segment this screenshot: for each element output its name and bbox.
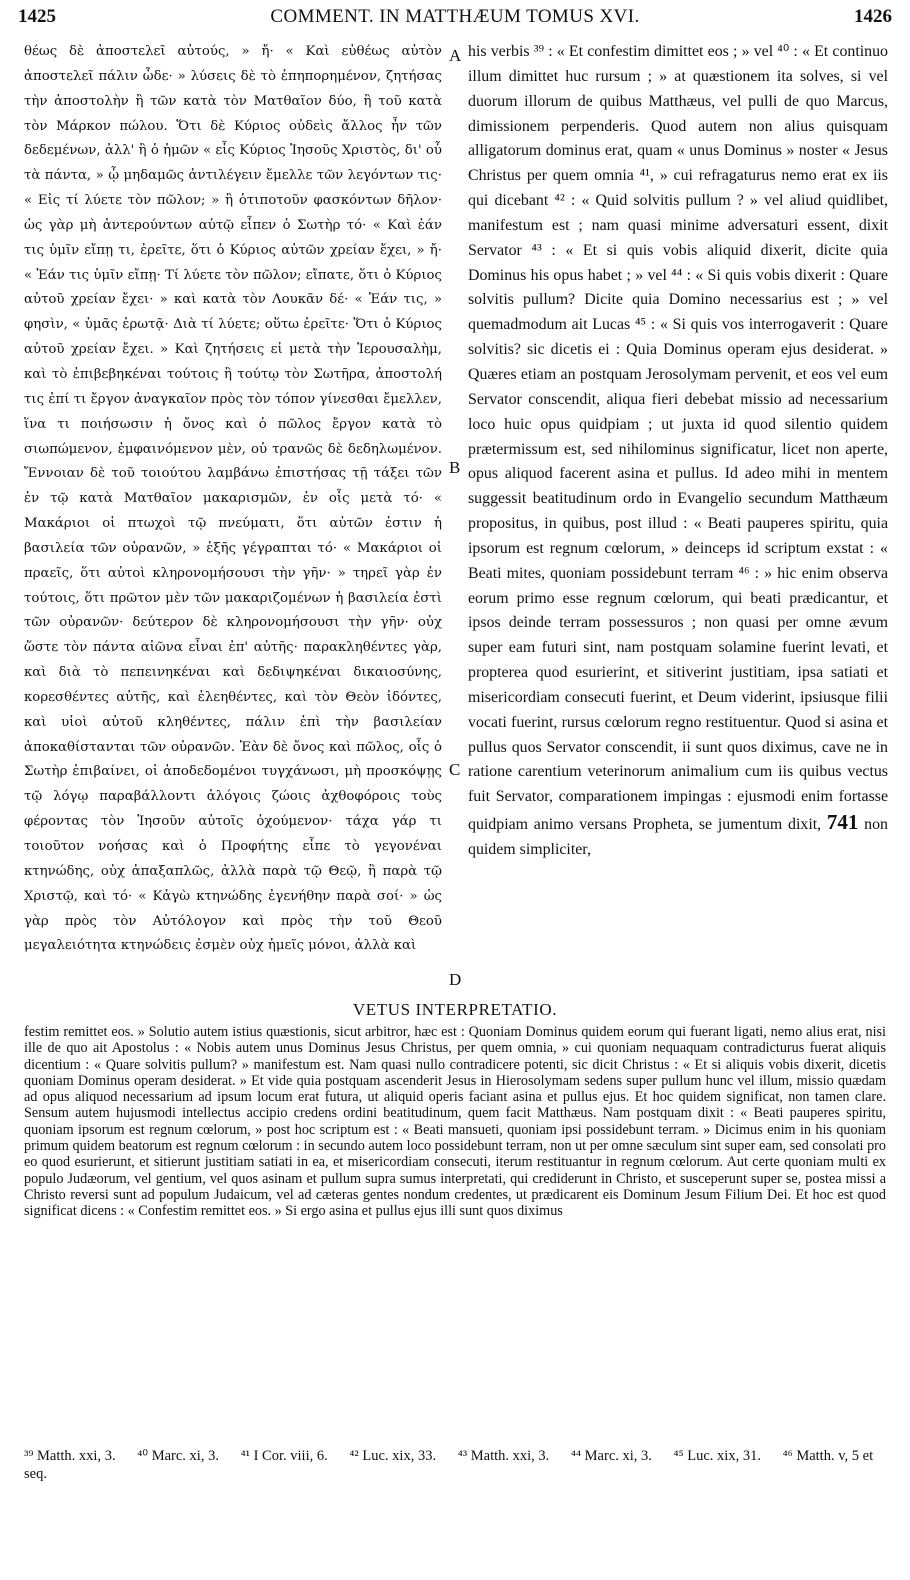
vetus-interpretatio-text bbox=[24, 1024, 886, 1220]
latin-text-main: his verbis ³⁹ : « Et confestim dimittet eos ; » vel ⁴⁰ : « Et continuo illum dimittet huc rursum ; » at quæstionem ita solves, si vel duorum illorum de quibus Matthæus, vel pulli de quo Marcus, dimissionem perpenderis. Quod autem non alius quisquam alligatorum dominus erat, quam « unus Dominus » noster « Jesus Christus per quem omnia ⁴¹, » cui refragaturus nemo erat ex iis qui dicebant ⁴² : « Quid solvitis pullum ? » vel aliud quidlibet, manifestum est ; nam quasi minime adversaturi essent, dixit Servator ⁴³ : « Et si quis vobis aliquid dixerit, dicite quia Dominus his opus habet ; » vel ⁴⁴ : « Si quis vobis dixerit : Quare solvitis pullum? Dicite quia Domino necessarius est ; » vel quemadmodum ait Lucas ⁴⁵ : « Si quis vos interrogaverit : Quare solvitis? sic dicetis ei : Quia Dominus operam ejus desiderat. » Quæres etiam an postquam Jerosolymam pervenit, et eos vel eum Servator conscendit, aliqua fieri debebat missio ad necessarium loco huic opus quidpiam ; ut juxta id quod silentio quidem prætermissum est, sed nihilominus significatur, licet non aperte, opus aliquod facerent asina et pullus. Id adeo mihi in mentem suggessit beatitudinum ordo in Evangelio secundum Matthæum propositus, in quibus, post illud : « Beati pauperes spiritu, quia ipsorum est regnum cœlorum, » deinceps id scriptum exstat : « Beati mites, quoniam possidebunt terram ⁴⁶ : » hic enim observa eorum primo esse regnum cœlorum, qui beati prædicantur, et ipsos deinde terram possessuros ; non quasi per omne ævum super eam futuri sint, nam postquam solamine fuerint levati, et propterea quod esurierint, et sitiverint justitiam, ipsa satiati et misericordiam consecuti fuerint, et Deum viderint, ipsiusque filii vocati fuerint, rursus cœlorum regno restituentur. Quod si asina et pullus quos Servator conscendit, ii sunt quos diximus, cave ne in ratione carentium veterinorum animalium cum iis quibus vectus fuit Servator, comparationem impingas : ejusmodi enim fortasse quidpiam animo versans Propheta, se jumentum dixit, bbox=[468, 43, 888, 834]
latin-column bbox=[468, 40, 888, 863]
footnote: ⁴⁶ Matth. v, 5 et seq. bbox=[24, 1448, 874, 1482]
footnote: ⁴⁰ Marc. xi, 3. bbox=[137, 1448, 219, 1464]
margin-marker-c: C bbox=[449, 760, 461, 779]
footnotes bbox=[24, 1447, 886, 1483]
footnote: ³⁹ Matth. xxi, 3. bbox=[24, 1448, 116, 1464]
margin-marker-d: D bbox=[449, 970, 462, 989]
footnote: ⁴¹ I Cor. viii, 6. bbox=[240, 1448, 328, 1464]
column-number: 741 bbox=[826, 810, 859, 835]
greek-text: θέως δὲ ἀποστελεῖ αὐτούς, » ἤ· « Καὶ εὐθέως αὐτὸν ἀποστελεῖ πάλιν ὧδε· » λύσεις δὲ τὸ ἐπηπορημένον, ζητήσας τὴν ἀποστολὴν ἢ τῶν κατὰ τὸν Ματθαῖον δύο, ἢ τοῦ κατὰ τὸν Μάρκον πώλου. Ὅτι δὲ Κύριος οὐδεὶς ἄλλος ἦν τῶν δεδεμένων, ἀλλ' ἢ ὁ ἡμῶν « εἷς Κύριος Ἰησοῦς Χριστὸς, δι' οὗ τὰ πάντα, » ᾧ μηδαμῶς ἀντιλέγειν ἔμελλε τῶν λεγόντων τις· « Εἰς τί λύετε τὸν πῶλον; » ἢ ὁτιποτοῦν φασκόντων δῆλον· ὡς γὰρ μὴ ἀντερούντων αὐτῷ εἶπεν ὁ Σωτὴρ τό· « Καὶ ἐάν τις ὑμῖν εἴπῃ τι, ἐρεῖτε, ὅτι ὁ Κύριος αὐτῶν χρείαν ἔχει, » ἤ· « Ἐάν τις ὑμῖν εἴπῃ· Τί λύετε τὸν πῶλον; εἴπατε, ὅτι ὁ Κύριος αὐτοῦ χρείαν ἔχει· » καὶ κατὰ τὸν Λουκᾶν δέ· « Ἐάν τις, » φησὶν, « ὑμᾶς ἐρωτᾷ· Διὰ τί λύετε; οὕτω ἐρεῖτε· Ὅτι ὁ Κύριος αὐτοῦ χρείαν ἔχει. » Καὶ ζητήσεις εἰ μετὰ τὴν Ἱερουσαλὴμ, καὶ τὸ ἐπιβεβηκέναι τούτοις ἢ τούτῳ τὸν Σωτῆρα, ἀποστολή τις ἐπί τι ἔργον ἀναγκαῖον πρὸς τὸν τόπον γίνεσθαι ἔμελλεν, ἵνα τι ποιήσωσιν ἡ ὄνος καὶ ὁ πῶλος ἔργον κατὰ τὸ σιωπώμενον, ἐμφαινόμενον μὲν, οὐ τρανῶς δὲ δεδηλωμένον. Ἔννοιαν δὲ τοῦ τοιούτου λαμβάνω ἐπιστήσας τῇ τάξει τῶν ἐν τῷ κατὰ Ματθαῖον μακαρισμῶν, ἐν οἷς μετὰ τό· « Μακάριοι οἱ πτωχοὶ τῷ πνεύματι, ὅτι αὐτῶν ἐστιν ἡ βασιλεία τῶν οὐρανῶν, » ἑξῆς γέγραπται τό· « Μακάριοι οἱ πραεῖς, ὅτι αὐτοὶ κληρονομήσουσι τὴν γῆν· » τηρεῖ γὰρ ἐν τούτοις, ὅτι πρῶτον μὲν τῶν μακαριζομένων ἡ βασιλεία ἐστὶ τῶν οὐρανῶν· δεύτερον δὲ κληρονομήσουσι τὴν γῆν· οὐχ ὥστε τὸν πάντα αἰῶνα εἶναι ἐπ' αὐτῆς· παρακληθέντες γὰρ, καὶ διὰ τὸ πεπεινηκέναι καὶ δεδιψηκέναι δικαιοσύνης, κορεσθέντες αὐτῆς, καὶ ἐλεηθέντες, καὶ τὸν Θεὸν ἰδόντες, καὶ υἱοὶ αὐτοῦ κληθέντες, πάλιν ἐπὶ τὴν βασιλείαν ἀποκαθίστανται τῶν οὐρανῶν. Ἐὰν δὲ ὄνος καὶ πῶλος, οἷς ὁ Σωτὴρ ἐπιβαίνει, οἱ ἀποδεδομένοι τυγχάνωσι, μὴ προσκόψῃς τῷ λόγῳ παραβάλλοντι ἀλόγοις ζώοις ἀχθοφόροις τοὺς φέροντας τὸν Ἰησοῦν αὐτοῖς ὀχούμενον· τάχα γάρ τι τοιοῦτον νοήσας καὶ ὁ Προφήτης εἶπε τὸ γεγονέναι κτηνώδης, οὐχ ἁπαξαπλῶς, ἀλλὰ παρὰ τῷ Θεῷ, ἢ παρὰ τῷ Χριστῷ, καὶ τό· « Κἀγὼ κτηνώδης ἐγενήθην παρὰ σοί· » ὡς γὰρ πρὸς τὸν Αὐτόλογον καὶ πρὸς τὴν τοῦ Θεοῦ μεγαλειότητα κτηνώδεις ἐσμὲν οὐχ ἡμεῖς μόνοι, ἀλλὰ καὶ bbox=[24, 44, 442, 954]
footnote: ⁴² Luc. xix, 33. bbox=[349, 1448, 437, 1464]
latin-text bbox=[468, 40, 888, 863]
page-number-left: 1425 bbox=[18, 6, 56, 27]
vetus-interpretatio-heading: VETUS INTERPRETATIO. bbox=[352, 1000, 558, 1019]
latin-text-end: non quidem simpliciter, bbox=[468, 816, 888, 858]
greek-column bbox=[24, 40, 442, 959]
page-number-right: 1426 bbox=[854, 6, 892, 27]
footnote: ⁴⁵ Luc. xix, 31. bbox=[673, 1448, 761, 1464]
running-head bbox=[18, 6, 892, 32]
running-title: COMMENT. IN MATTHÆUM TOMUS XVI. bbox=[270, 6, 640, 27]
footnote: ⁴⁴ Marc. xi, 3. bbox=[570, 1448, 652, 1464]
margin-marker-a: A bbox=[449, 46, 462, 65]
margin-marker-b: B bbox=[449, 458, 461, 477]
vetus-text: festim remittet eos. » Solutio autem istius quæstionis, sicut arbitror, hæc est : Quoniam Dominus quidem eorum qui fuerant ligati, nemo alius erat, nisi ille de quo ait Apostolus : « Nobis autem unus Dominus Jesus Christus, per quem omnia, » cui quoniam nequaquam contradicturus fuerat aliquis dicentium : « Quare solvitis pullum? » manifestum est. Nam quasi nullo contradicere potenti, sic dicit Christus : « Et si aliquis vobis dixerit, dicetis quoniam Dominus operam desiderat. » Et vide quia postquam ascenderit Jesus in Hierosolymam sedens super pullum hunc vel illum, missio quædam ad opus aliquod necessarium ad ipsum locum erat futura, ut aliquid operis faciant asina et pullus ejus. Et hoc quidem significat, non tamen clare. Sensum autem hujusmodi intellectus accipio credens ordini beatitudinum, quem facit Matthæus. Nam postquam dixit : « Beati pauperes spiritu, quoniam ipsorum est regnum cœlorum, » post hoc scriptum est : « Beati mansueti, quoniam ipsi possidebunt terram. » Dicimus enim in his quoniam primum quidem beatorum est regnum cœlorum : in secundo autem loco possidebunt terram, non ut per omne sæculum sint super eam, sed consolati pro eo quod esurierunt, et sitierunt justitiam satiati in ea, et misericordiam consecuti, iterum restituantur in regnum cœlorum. Aut certe quoniam multi ex populo Judæorum, vel gentium, vel quos asinam et pullum supra sumus interpretati, qui crediderunt in Christo, et susceperunt super se, postea missi a Christo reversi sunt ad populum Judaicum, vel ad cæteras gentes nondum credentes, ut prædicarent eis Dominum Jesum Filium Dei. Et hoc est quod significat dicens : « Confestim remittet eos. » Si ergo asina et pullus ejus illi sunt quos diximus bbox=[24, 1024, 886, 1220]
footnote: ⁴³ Matth. xxi, 3. bbox=[457, 1448, 550, 1464]
